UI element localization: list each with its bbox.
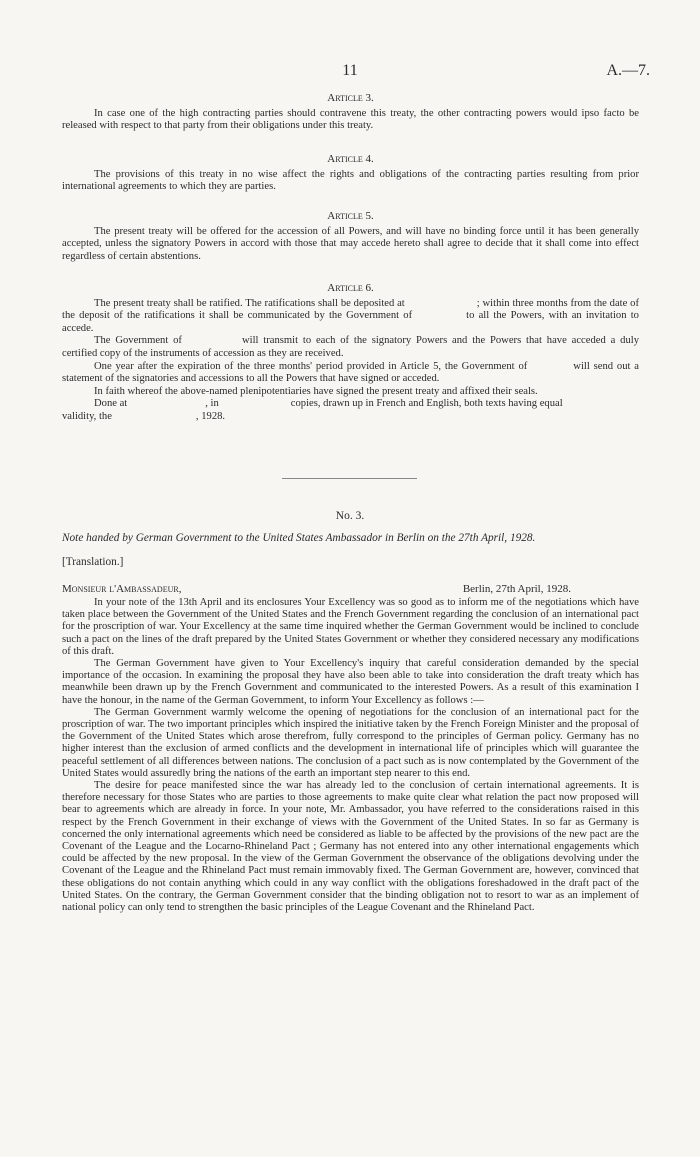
article-6-para-4: In faith whereof the above-named plenipotentiaries have signed the present treaty and affixed their seals.: [94, 385, 538, 397]
article-4-heading: Article 4.: [327, 153, 374, 165]
article-6-para-1-part-b: ; within three months from the date of the deposit of the ratifications it shall be communicated by the Government of: [62, 297, 639, 322]
article-6-para-1: [62, 298, 639, 336]
article-6-para-3-part-a: One year after the expiration of the three months' period provided in Article 5, the Government of: [94, 360, 528, 372]
validity-part-a: validity, the: [62, 410, 112, 422]
section-divider: [282, 478, 417, 479]
note-title: Note handed by German Government to the United States Ambassador in Berlin on the 27th April, 1928.: [62, 532, 536, 544]
validity-line: [62, 411, 639, 424]
validity-part-b: , 1928.: [195, 410, 226, 422]
article-6-para-2: [62, 335, 639, 360]
note-paragraph-4: The desire for peace manifested since the war has already led to the conclusion of certain international agreements. It is therefore necessary for those States who are parties to those agreements to make quite clear what relation the pact now proposed will bear to agreements which are already in force. In your note, Mr. Ambassador, you have referred to the considerations raised in this respect by the French Government in their exchange of views with the Government of the United States. In so far as Germany is concerned the only international agreements which need be considered as liable to be affected by the provisions of the new pact are the Covenant of the League and the Locarno-Rhineland Pact ; Germany has not entered into any other international engagements which could be affected by the new proposal. In the view of the German Government the observance of the obligations devolving under the Covenant of the League and the Rhineland Pact must remain immovably fixed. The German Government are, however, convinced that these obligations do not contain anything which could in any way conflict with the obligations foreshadowed in the draft pact of the United States. On the contrary, the German Government consider that the binding obligation not to resort to war as an implement of national policy can only tend to strengthen the basic principles of the League Covenant and the Rhineland Pact.: [62, 780, 639, 914]
note-body: [62, 597, 639, 914]
article-3-text: In case one of the high contracting parties should contravene this treaty, the other contracting powers would ipso facto be released with respect to that party from their obligations under this treaty.: [62, 107, 639, 132]
article-3-heading: Article 3.: [327, 92, 374, 104]
article-6-para-2-part-a: The Government of: [94, 335, 182, 347]
article-6-heading: Article 6.: [327, 282, 374, 294]
article-3: [62, 92, 639, 133]
article-5: [62, 210, 639, 263]
note-paragraph-3: The German Government warmly welcome the opening of negotiations for the conclusion of an international pact for the proscription of war. The two important principles which inspired the initiative taken by the French Foreign Minister and the proposal of the Government of the United States which arose therefrom, fully correspond to the principles of German policy. Germany has no higher interest than the exclusion of armed conflicts and the development in international life of principles which will guarantee the peaceful settlement of all differences between nations. The conclusion of a pact such as is now contemplated by the Government of the United States would assuredly bring the nations of the earth an important step nearer to this end.: [62, 706, 639, 779]
article-5-text: The present treaty will be offered for the accession of all Powers, and will have no binding force until it has been generally accepted, unless the signatory Powers in accord with those that may accede hereto shall agree to decide that it shall come into effect regardless of certain abstentions.: [62, 225, 639, 262]
article-6-para-2-part-b: will transmit to each of the signatory Powers and the Powers that have acceded a duly certified copy of the instruments of accession as they are received.: [62, 335, 639, 359]
article-6-para-3: [62, 361, 639, 386]
done-at-line: [62, 398, 639, 411]
article-6-para-1-part-a: The present treaty shall be ratified. The ratifications shall be deposited at: [94, 297, 405, 309]
document-reference: A.—7.: [606, 62, 650, 79]
note-number: No. 3.: [335, 510, 365, 522]
done-at-part-b: , in: [205, 398, 219, 410]
article-4-text: The provisions of this treaty in no wise affect the rights and obligations of the contracting parties resulting from prior international agreements to which they are parties.: [62, 168, 639, 193]
article-5-heading: Article 5.: [327, 210, 374, 222]
done-at-part-c: copies, drawn up in French and English, both texts having equal: [290, 398, 563, 410]
article-6-para-3-part-b: will send out a statement of the signatories and accessions to all the Powers that have signed or acceded.: [62, 360, 639, 385]
done-at-part-a: Done at: [94, 398, 128, 410]
translation-label: [Translation.]: [62, 556, 124, 568]
article-6-para-1-part-c: to all the Powers, with an invitation to accede.: [62, 310, 639, 334]
dateline: Berlin, 27th April, 1928.: [462, 583, 571, 595]
article-4: [62, 153, 639, 194]
note-paragraph-2: The German Government have given to Your Excellency's inquiry that careful consideration demanded by the special importance of the occasion. In examining the proposal they have also been able to take into consideration the draft treaty which has meanwhile been drawn up by the French Government and communicated to the interested Powers. As a result of this examination I have the honour, in the name of the German Government, to inform Your Excellency as follows :—: [62, 658, 639, 706]
salutation: Monsieur l'Ambassadeur,: [62, 583, 182, 595]
page-number: 11: [342, 62, 358, 79]
note-paragraph-1: In your note of the 13th April and its enclosures Your Excellency was so good as to inform me of the negotiations which have taken place between the Government of the United States and the French Government regarding the conclusion of an international pact for the proscription of war. Your Excellency at the same time inquired whether the German Government would be inclined to conclude such a pact on the lines of the draft prepared by the United States Government or whether they considered necessary any modifications of this draft.: [62, 597, 639, 657]
salutation-row: [62, 583, 639, 595]
article-6: [62, 282, 639, 424]
